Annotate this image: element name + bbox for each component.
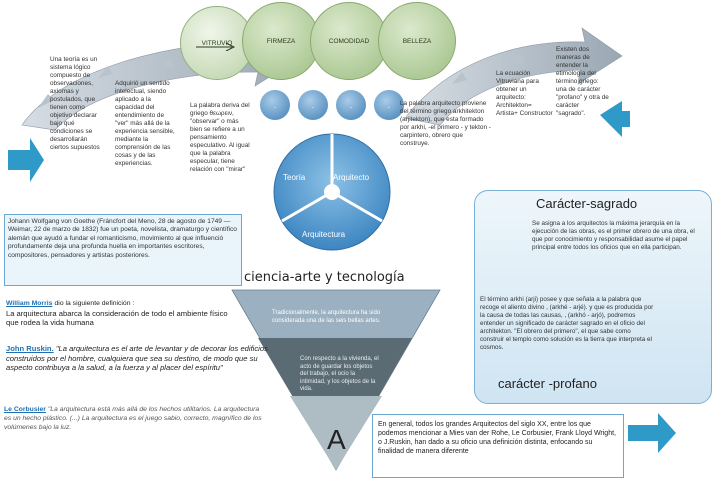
- center-title: ciencia-arte y tecnología: [244, 270, 405, 285]
- corbusier-name[interactable]: Le Corbusier: [4, 406, 46, 413]
- profano-text: El término arkhi (arji) posee y que señala a la palabra que recoge el aliento divino , (arkhé - arjé). y que es producida por la causa de todas las causas, , (arkhó - arjó), podremos entender un significado de carácter sagrado en el oficio del architekton. "El obrero del primero", el que sabe como construir el templo como solución es la tierra que interpreta el cosmos.: [480, 296, 654, 351]
- goethe-text: Johann Wolfgang von Goethe (Fráncfort del Meno, 28 de agosto de 1749 — Weimar, 22 de marzo de 1832) fue un poeta, novelista, dramaturgo y científico alemán que ayudó a fundar el romanticismo, movimiento al que influenció profundamente deja una profunda huella en importantes escritores, compositores, pensadores y artistas posteriores.: [8, 218, 237, 259]
- ruskin-name[interactable]: John Ruskin.: [6, 344, 54, 353]
- cycle-arquitectura: Arquitectura: [302, 230, 346, 239]
- sagrado-text: Se asigna a los arquitectos la máxima jerarquía en la ejecución de las obras, es el primer obrero de una obra, el que por conocimiento y responsabilidad asume el papel principal entre todos los oficios que en ella participan.: [532, 220, 695, 251]
- note-arquitecto: La palabra arquitecto proviene del término griego arkhitekton (arjitekton), que esta formado por arkhi, -el primero - y tekton - carpintero, obrero que construye.: [400, 100, 491, 147]
- dot-4: .: [374, 90, 404, 120]
- firmeza-label: FIRMEZA: [266, 37, 296, 45]
- dot-3: .: [336, 90, 366, 120]
- morris-block: [6, 298, 232, 328]
- funnel-letter: A: [327, 424, 346, 455]
- funnel-top-text: Tradicionalmente, la arquitectura ha sido considerada una de las seis bellas artes.: [272, 310, 381, 324]
- dot-1: .: [260, 90, 290, 120]
- morris-intro: dio la siguiente definición :: [54, 300, 135, 307]
- note-ecuacion: La ecuación Vitruviana para obtener un arquitecto: Architekton= Artista+ Constructor: [496, 70, 553, 117]
- note-teoria: Una teoría es un sistema lógico compuesto de observaciones, axiomas y postulados, que tienen como objetivo declarar bajo qué condiciones se desarrollarán ciertos supuestos: [50, 56, 100, 151]
- comodidad-label: COMODIDAD: [328, 37, 370, 45]
- comodidad-circle: [310, 2, 388, 80]
- arrow-bottom-right: [628, 413, 676, 453]
- sagrado-title: Carácter-sagrado: [536, 196, 638, 211]
- note-maneras: Existen dos maneras de entender la etimología del término griego: una de carácter "profano" y otra de carácter "sagrado".: [556, 46, 609, 117]
- vitruvio-arrow-icon: [196, 43, 240, 51]
- note-sentido: Adquirió un sentido intelectual, siendo aplicado a la capacidad del entendimiento de "ver" más allá de la experiencia sensible, mediante la comprensión de las cosas y de las experiencias.: [115, 80, 175, 167]
- corbusier-block: [4, 406, 266, 432]
- belleza-label: BELLEZA: [402, 37, 432, 45]
- arrow-left-down: [8, 138, 44, 182]
- morris-name[interactable]: William Morris: [6, 300, 53, 307]
- cycle-teoria: Teoría: [283, 173, 306, 182]
- belleza-circle: [378, 2, 456, 80]
- cycle-arquitecto: Arquitecto: [333, 173, 370, 182]
- funnel-mid-text: Con respecto a la vivienda, el acto de guardar los objetos del trabajo, el ocio la intimidad, y los objetos de la vida.: [300, 356, 379, 392]
- profano-title: carácter -profano: [498, 376, 597, 391]
- ruskin-block: [6, 344, 268, 373]
- dot-2: .: [298, 90, 328, 120]
- ruskin-body: "La arquitectura es el arte de levantar y de decorar los edificios construidos por el hombre, cualquiera que sea su destino, de modo que su aspecto contribuya a la salud, a la fuerza y al placer del espíritu": [6, 344, 268, 373]
- note-palabra: La palabra deriva del griego θεωρειν, "observar" o más bien se refiere a un pensamiento especulativo. Al igual que la palabra especular, tiene relación con "mirar": [190, 102, 250, 173]
- morris-body: La arquitectura abarca la consideración de todo el ambiente físico que rodea la vida humana: [6, 308, 228, 328]
- firmeza-circle: [242, 2, 320, 80]
- general-text: En general, todos los grandes Arquitectos del siglo XX, entre los que podemos mencionar a Mies van der Rohe, Le Corbusier, Frank Lloyd Wright, o J.Ruskin, han dado a su oficio una definición distinta, enfocando su finalidad de manera diferente: [378, 421, 616, 455]
- corbusier-body: "La arquitectura está más allá de los hechos utilitarios. La arquitectura es un hecho plástico. (...) La arquitectura es el juego sabio, correcto, magnífico de los volúmenes bajo la luz.: [4, 406, 262, 431]
- vitruvio-label: VITRUVIO: [201, 39, 233, 47]
